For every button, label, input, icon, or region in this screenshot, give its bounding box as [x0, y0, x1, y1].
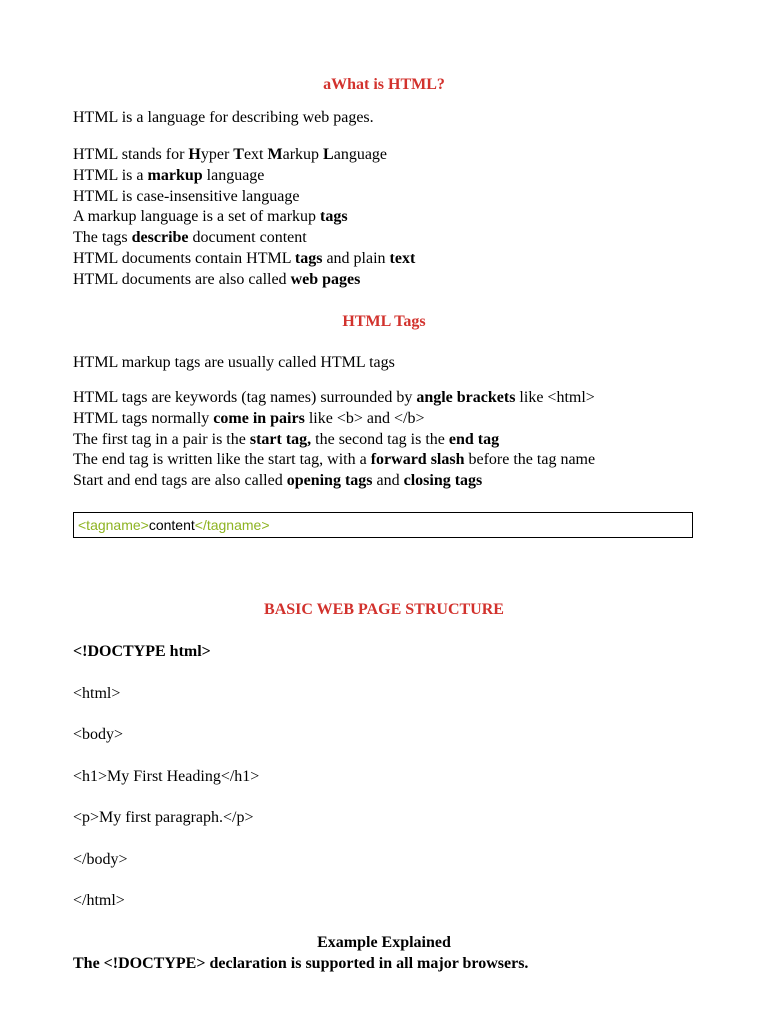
section2-line — [73, 450, 595, 470]
text-segment: like <b> and </b> — [304, 409, 425, 427]
section2-line — [73, 430, 499, 450]
bold-text: T — [233, 146, 244, 163]
text-segment: HTML is a — [73, 166, 148, 184]
structure-code-line: <!DOCTYPE html> — [73, 643, 211, 660]
example-explained-heading: Example Explained — [317, 934, 451, 951]
text-segment: anguage — [333, 146, 388, 163]
text-segment: The first tag in a pair is the — [73, 430, 250, 448]
section2-intro: HTML markup tags are usually called HTML tags — [73, 354, 395, 371]
bold-text: come in pairs — [213, 409, 305, 427]
section1-line — [73, 166, 264, 186]
bold-text: start tag, — [249, 430, 312, 448]
bold-text: tags — [294, 250, 323, 267]
section1-line — [73, 207, 348, 227]
bold-text: angle brackets — [416, 389, 516, 406]
close-tag-text: </tagname> — [194, 517, 270, 533]
text-segment: arkup — [282, 146, 324, 163]
open-tag-text: <tagname> — [78, 517, 149, 533]
bold-text: closing tags — [403, 472, 483, 490]
bold-text: end tag — [448, 430, 500, 448]
bold-text: web pages — [290, 270, 361, 288]
text-segment: HTML is case-insensitive language — [73, 187, 300, 205]
section-heading-basic-structure: BASIC WEB PAGE STRUCTURE — [264, 601, 504, 618]
text-segment: before the tag name — [464, 451, 596, 469]
text-segment: HTML tags normally — [73, 409, 214, 427]
text-segment: yper — [200, 146, 234, 163]
bold-text: H — [188, 146, 201, 163]
section1-line — [73, 145, 387, 165]
section1-line — [73, 228, 307, 248]
text-segment: Start and end tags are also called — [73, 472, 287, 490]
bold-text: text — [389, 250, 416, 267]
structure-code-line: <html> — [73, 684, 121, 702]
text-segment: The end tag is written like the start tag, with a — [73, 451, 371, 469]
section1-line — [73, 249, 415, 269]
text-segment: language — [202, 166, 265, 184]
tag-syntax-box — [73, 512, 693, 538]
structure-code-line: <h1>My First Heading</h1> — [73, 767, 260, 785]
section2-line — [73, 471, 482, 491]
text-segment: like <html> — [515, 389, 595, 406]
text-segment: HTML tags are keywords (tag names) surrounded by — [73, 389, 417, 406]
structure-code-line: </body> — [73, 850, 128, 868]
text-segment: ext — [243, 146, 268, 163]
section1-intro: HTML is a language for describing web pages. — [73, 109, 374, 126]
structure-code-line: </html> — [73, 892, 125, 909]
text-segment: A markup language is a set of markup — [73, 208, 321, 226]
structure-code-line: <p>My first paragraph.</p> — [73, 809, 254, 826]
section1-line — [73, 187, 299, 207]
bold-text: forward slash — [370, 451, 465, 469]
text-segment: and — [372, 472, 404, 490]
text-segment: document content — [188, 229, 307, 247]
section2-line — [73, 409, 424, 429]
bold-text: tags — [320, 208, 348, 226]
text-segment: the second tag is the — [311, 430, 449, 448]
section-heading-what-is-html: aWhat is HTML? — [323, 76, 445, 93]
bold-text: opening tags — [286, 472, 373, 490]
text-segment: and plain — [322, 250, 390, 267]
text-segment: HTML stands for — [73, 146, 189, 163]
example-explained-text: The <!DOCTYPE> declaration is supported in all major browsers. — [73, 955, 529, 972]
text-segment: HTML documents contain HTML — [73, 250, 295, 267]
bold-text: describe — [131, 229, 189, 247]
section1-line — [73, 270, 360, 290]
structure-code-line: <body> — [73, 726, 124, 743]
bold-text: L — [323, 146, 334, 163]
section2-line — [73, 388, 595, 408]
bold-text: markup — [147, 166, 203, 184]
text-segment: HTML documents are also called — [73, 270, 291, 288]
content-text: content — [148, 517, 195, 533]
text-segment: The tags — [73, 229, 132, 247]
bold-text: M — [267, 146, 283, 163]
section-heading-html-tags: HTML Tags — [342, 313, 426, 330]
